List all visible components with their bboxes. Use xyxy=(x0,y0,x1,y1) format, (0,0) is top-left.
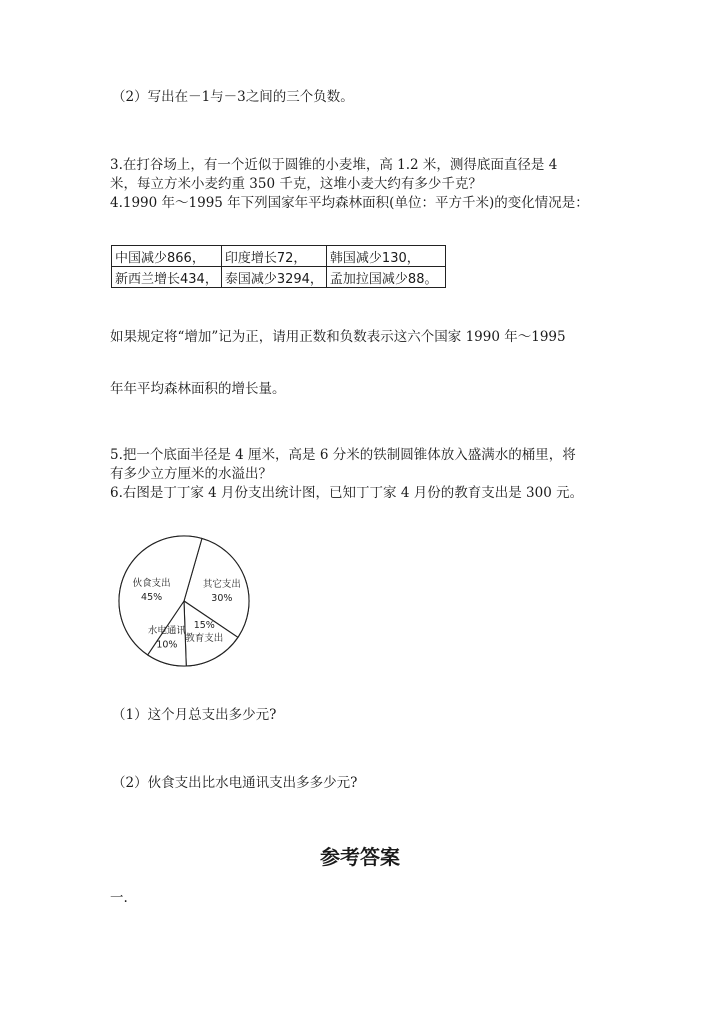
question-6-sub2: （2）伙食支出比水电通讯支出多多少元? xyxy=(112,775,358,791)
table-cell: 泰国减少3294， xyxy=(221,267,326,288)
question-6-sub1: （1）这个月总支出多少元? xyxy=(112,707,277,723)
pie-slice-label: 其它支出 xyxy=(202,579,241,591)
table-cell: 中国减少866， xyxy=(112,246,222,267)
question-6-line1: 6.右图是丁丁家 4 月份支出统计图，已知丁丁家 4 月份的教育支出是 300 元。 xyxy=(110,485,584,501)
pie-slice-label: 伙食支出 xyxy=(132,577,171,589)
question-5-line2: 有多少立方厘米的水溢出？ xyxy=(110,466,272,482)
question-3-line1: 3.在打谷场上，有一个近似于圆锥的小麦堆，高 1.2 米，测得底面直径是 4 xyxy=(110,157,558,173)
expense-pie-chart xyxy=(114,533,254,669)
pie-slice-value: 10% xyxy=(156,639,178,651)
pie-slice-label: 水电通讯 xyxy=(147,625,186,637)
table-row xyxy=(112,246,446,267)
table-cell: 新西兰增长434， xyxy=(112,267,222,288)
question-2-sub: （2）写出在－1与－3之间的三个负数。 xyxy=(112,89,354,105)
answer-title: 参考答案 xyxy=(320,845,400,869)
table-row xyxy=(112,267,446,288)
table-cell: 孟加拉国减少88。 xyxy=(326,267,445,288)
question-5-line1: 5.把一个底面半径是 4 厘米，高是 6 分米的铁制圆锥体放入盛满水的桶里，将 xyxy=(110,447,576,463)
pie-slice-label: 教育支出 xyxy=(185,632,224,644)
question-3-line2: 米，每立方米小麦约重 350 千克，这堆小麦大约有多少千克？ xyxy=(110,176,482,192)
table-cell: 韩国减少130， xyxy=(326,246,445,267)
section-one-label: 一. xyxy=(110,890,128,906)
forest-change-table xyxy=(111,245,446,288)
question-4-note-line2: 年年平均森林面积的增长量。 xyxy=(110,381,286,397)
pie-slice-value: 45% xyxy=(141,591,163,603)
pie-slice-value: 15% xyxy=(193,619,215,631)
pie-slice-value: 30% xyxy=(211,593,233,605)
question-4-note-line1: 如果规定将“增加”记为正，请用正数和负数表示这六个国家 1990 年～1995 xyxy=(110,329,566,345)
table-cell: 印度增长72， xyxy=(221,246,326,267)
question-4-line1: 4.1990 年～1995 年下列国家年平均森林面积(单位：平方千米)的变化情况是： xyxy=(110,195,589,211)
